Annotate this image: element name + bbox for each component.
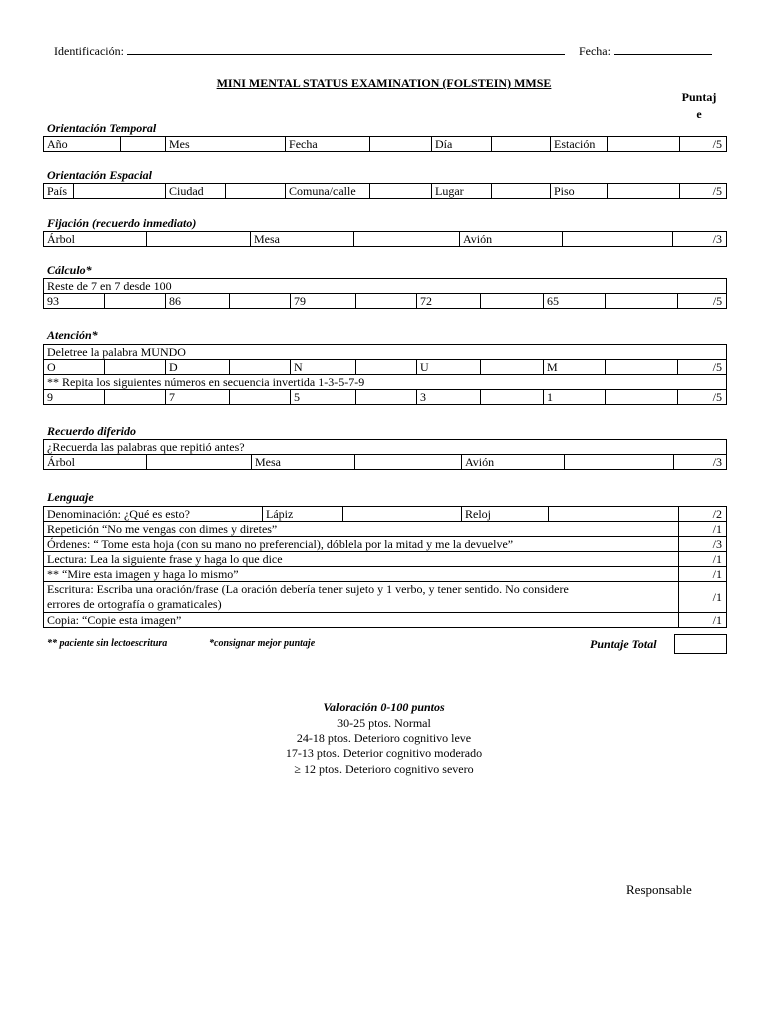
answer-cell[interactable] bbox=[370, 137, 432, 152]
item-label: Ciudad bbox=[166, 184, 226, 199]
answer-cell[interactable] bbox=[356, 360, 417, 375]
item-label: O bbox=[44, 360, 105, 375]
score-cell[interactable]: /5 bbox=[680, 137, 727, 152]
score-cell[interactable]: /3 bbox=[673, 232, 727, 247]
valoracion-line: 30-25 ptos. Normal bbox=[337, 716, 431, 730]
answer-cell[interactable] bbox=[74, 184, 166, 199]
item-label: Árbol bbox=[44, 232, 147, 247]
answer-cell[interactable] bbox=[606, 360, 678, 375]
answer-cell[interactable] bbox=[492, 137, 551, 152]
escritura-line-1: Escritura: Escriba una oración/frase (La oración debería tener sujeto y 1 verbo, y tener sentido. No considere bbox=[47, 582, 569, 596]
item-label: Fecha bbox=[286, 137, 370, 152]
answer-cell[interactable] bbox=[147, 232, 251, 247]
total-score-field[interactable] bbox=[674, 634, 727, 654]
item-label: M bbox=[544, 360, 606, 375]
valoracion-line: 17-13 ptos. Deterior cognitivo moderado bbox=[285, 746, 483, 760]
answer-cell[interactable] bbox=[606, 390, 678, 405]
answer-cell[interactable] bbox=[147, 455, 252, 470]
section-title-lenguaje: Lenguaje bbox=[47, 490, 94, 504]
fijacion-table bbox=[43, 231, 727, 247]
item-label: 79 bbox=[291, 294, 356, 309]
item-label: Lápiz bbox=[263, 507, 343, 522]
valoracion-line: 24-18 ptos. Deterioro cognitivo leve bbox=[296, 731, 472, 745]
answer-cell[interactable] bbox=[356, 390, 417, 405]
item-label: Piso bbox=[551, 184, 608, 199]
score-cell[interactable]: /5 bbox=[678, 390, 727, 405]
atencion-table bbox=[43, 344, 727, 405]
item-label: País bbox=[44, 184, 74, 199]
item-label: D bbox=[166, 360, 230, 375]
score-cell[interactable]: /1 bbox=[679, 522, 727, 537]
item-label: 65 bbox=[544, 294, 606, 309]
score-column-header: Puntaj e bbox=[681, 90, 717, 121]
answer-cell[interactable] bbox=[608, 137, 680, 152]
denominacion-label: Denominación: ¿Qué es esto? bbox=[44, 507, 263, 522]
lenguaje-row-text: Órdenes: “ Tome esta hoja (con su mano no preferencial), dóblela por la mitad y me la devuelve” bbox=[44, 537, 679, 552]
answer-cell[interactable] bbox=[230, 390, 291, 405]
score-cell[interactable]: /1 bbox=[679, 613, 727, 628]
answer-cell[interactable] bbox=[481, 294, 544, 309]
score-cell[interactable]: /2 bbox=[679, 507, 727, 522]
item-label: Día bbox=[432, 137, 492, 152]
item-label: 93 bbox=[44, 294, 105, 309]
item-label: Comuna/calle bbox=[286, 184, 370, 199]
calculo-instruction: Reste de 7 en 7 desde 100 bbox=[44, 279, 727, 294]
recuerdo-table bbox=[43, 439, 727, 470]
item-label: U bbox=[417, 360, 481, 375]
answer-cell[interactable] bbox=[226, 184, 286, 199]
answer-cell[interactable] bbox=[606, 294, 678, 309]
item-label: Avión bbox=[460, 232, 563, 247]
item-label: 1 bbox=[544, 390, 606, 405]
score-cell[interactable]: /5 bbox=[678, 294, 727, 309]
answer-cell[interactable] bbox=[343, 507, 462, 522]
answer-cell[interactable] bbox=[105, 360, 166, 375]
recuerdo-question: ¿Recuerda las palabras que repitió antes? bbox=[44, 440, 727, 455]
item-label: Estación bbox=[551, 137, 608, 152]
note-lectoescritura: ** paciente sin lectoescritura bbox=[47, 638, 168, 649]
answer-cell[interactable] bbox=[608, 184, 680, 199]
date-field[interactable] bbox=[614, 44, 712, 55]
answer-cell[interactable] bbox=[481, 390, 544, 405]
item-label: 72 bbox=[417, 294, 481, 309]
section-title-fijacion: Fijación (recuerdo inmediato) bbox=[47, 216, 197, 230]
score-cell[interactable]: /1 bbox=[679, 582, 727, 613]
item-label: 5 bbox=[291, 390, 356, 405]
espacial-table bbox=[43, 183, 727, 199]
id-label: Identificación: bbox=[54, 44, 124, 58]
answer-cell[interactable] bbox=[230, 294, 291, 309]
lenguaje-row-text: Repetición “No me vengas con dimes y diretes” bbox=[44, 522, 679, 537]
copia-text: Copia: “Copie esta imagen” bbox=[44, 613, 679, 628]
section-title-calculo: Cálculo* bbox=[47, 263, 92, 277]
temporal-table bbox=[43, 136, 727, 152]
responsable-label: Responsable bbox=[626, 882, 692, 897]
lenguaje-row-text: ** “Mire esta imagen y haga lo mismo” bbox=[44, 567, 679, 582]
item-label: Mes bbox=[166, 137, 286, 152]
date-label: Fecha: bbox=[578, 44, 611, 58]
score-cell[interactable]: /5 bbox=[678, 360, 727, 375]
score-cell[interactable]: /3 bbox=[679, 537, 727, 552]
section-title-recuerdo: Recuerdo diferido bbox=[47, 424, 136, 438]
note-mejor-puntaje: *consignar mejor puntaje bbox=[209, 638, 316, 649]
answer-cell[interactable] bbox=[105, 294, 166, 309]
escritura-text bbox=[44, 582, 679, 613]
item-label: Lugar bbox=[432, 184, 492, 199]
answer-cell[interactable] bbox=[121, 137, 166, 152]
escritura-line-2: errores de ortografía o gramaticales) bbox=[47, 597, 222, 611]
item-label: Árbol bbox=[44, 455, 147, 470]
section-title-atencion: Atención* bbox=[47, 328, 98, 342]
answer-cell[interactable] bbox=[481, 360, 544, 375]
total-score-label: Puntaje Total bbox=[590, 637, 657, 651]
atencion-instruction: Deletree la palabra MUNDO bbox=[44, 345, 727, 360]
answer-cell[interactable] bbox=[565, 455, 674, 470]
item-label: Mesa bbox=[252, 455, 355, 470]
atencion-instruction-2: ** Repita los siguientes números en secuencia invertida 1-3-5-7-9 bbox=[44, 375, 727, 390]
section-title-espacial: Orientación Espacial bbox=[47, 168, 153, 182]
score-cell[interactable]: /1 bbox=[679, 567, 727, 582]
section-title-temporal: Orientación Temporal bbox=[47, 121, 157, 135]
answer-cell[interactable] bbox=[230, 360, 291, 375]
item-label: N bbox=[291, 360, 356, 375]
item-label: Reloj bbox=[462, 507, 549, 522]
valoracion-title: Valoración 0-100 puntos bbox=[323, 700, 445, 714]
answer-cell[interactable] bbox=[549, 507, 679, 522]
identification-line bbox=[54, 44, 712, 59]
answer-cell[interactable] bbox=[356, 294, 417, 309]
item-label: 3 bbox=[417, 390, 481, 405]
item-label: Mesa bbox=[251, 232, 354, 247]
score-cell[interactable]: /3 bbox=[674, 455, 727, 470]
answer-cell[interactable] bbox=[355, 455, 462, 470]
item-label: 7 bbox=[166, 390, 230, 405]
score-cell[interactable]: /1 bbox=[679, 552, 727, 567]
page-title: MINI MENTAL STATUS EXAMINATION (FOLSTEIN) MMSE bbox=[216, 76, 552, 90]
answer-cell[interactable] bbox=[563, 232, 673, 247]
valoracion-line: ≥ 12 ptos. Deterioro cognitivo severo bbox=[294, 762, 474, 776]
calculo-table bbox=[43, 278, 727, 309]
item-label: Avión bbox=[462, 455, 565, 470]
answer-cell[interactable] bbox=[492, 184, 551, 199]
id-field[interactable] bbox=[127, 44, 565, 55]
answer-cell[interactable] bbox=[354, 232, 460, 247]
item-label: 86 bbox=[166, 294, 230, 309]
lenguaje-row-text: Lectura: Lea la siguiente frase y haga lo que dice bbox=[44, 552, 679, 567]
item-label: 9 bbox=[44, 390, 105, 405]
answer-cell[interactable] bbox=[370, 184, 432, 199]
score-cell[interactable]: /5 bbox=[680, 184, 727, 199]
lenguaje-table bbox=[43, 506, 727, 628]
answer-cell[interactable] bbox=[105, 390, 166, 405]
item-label: Año bbox=[44, 137, 121, 152]
